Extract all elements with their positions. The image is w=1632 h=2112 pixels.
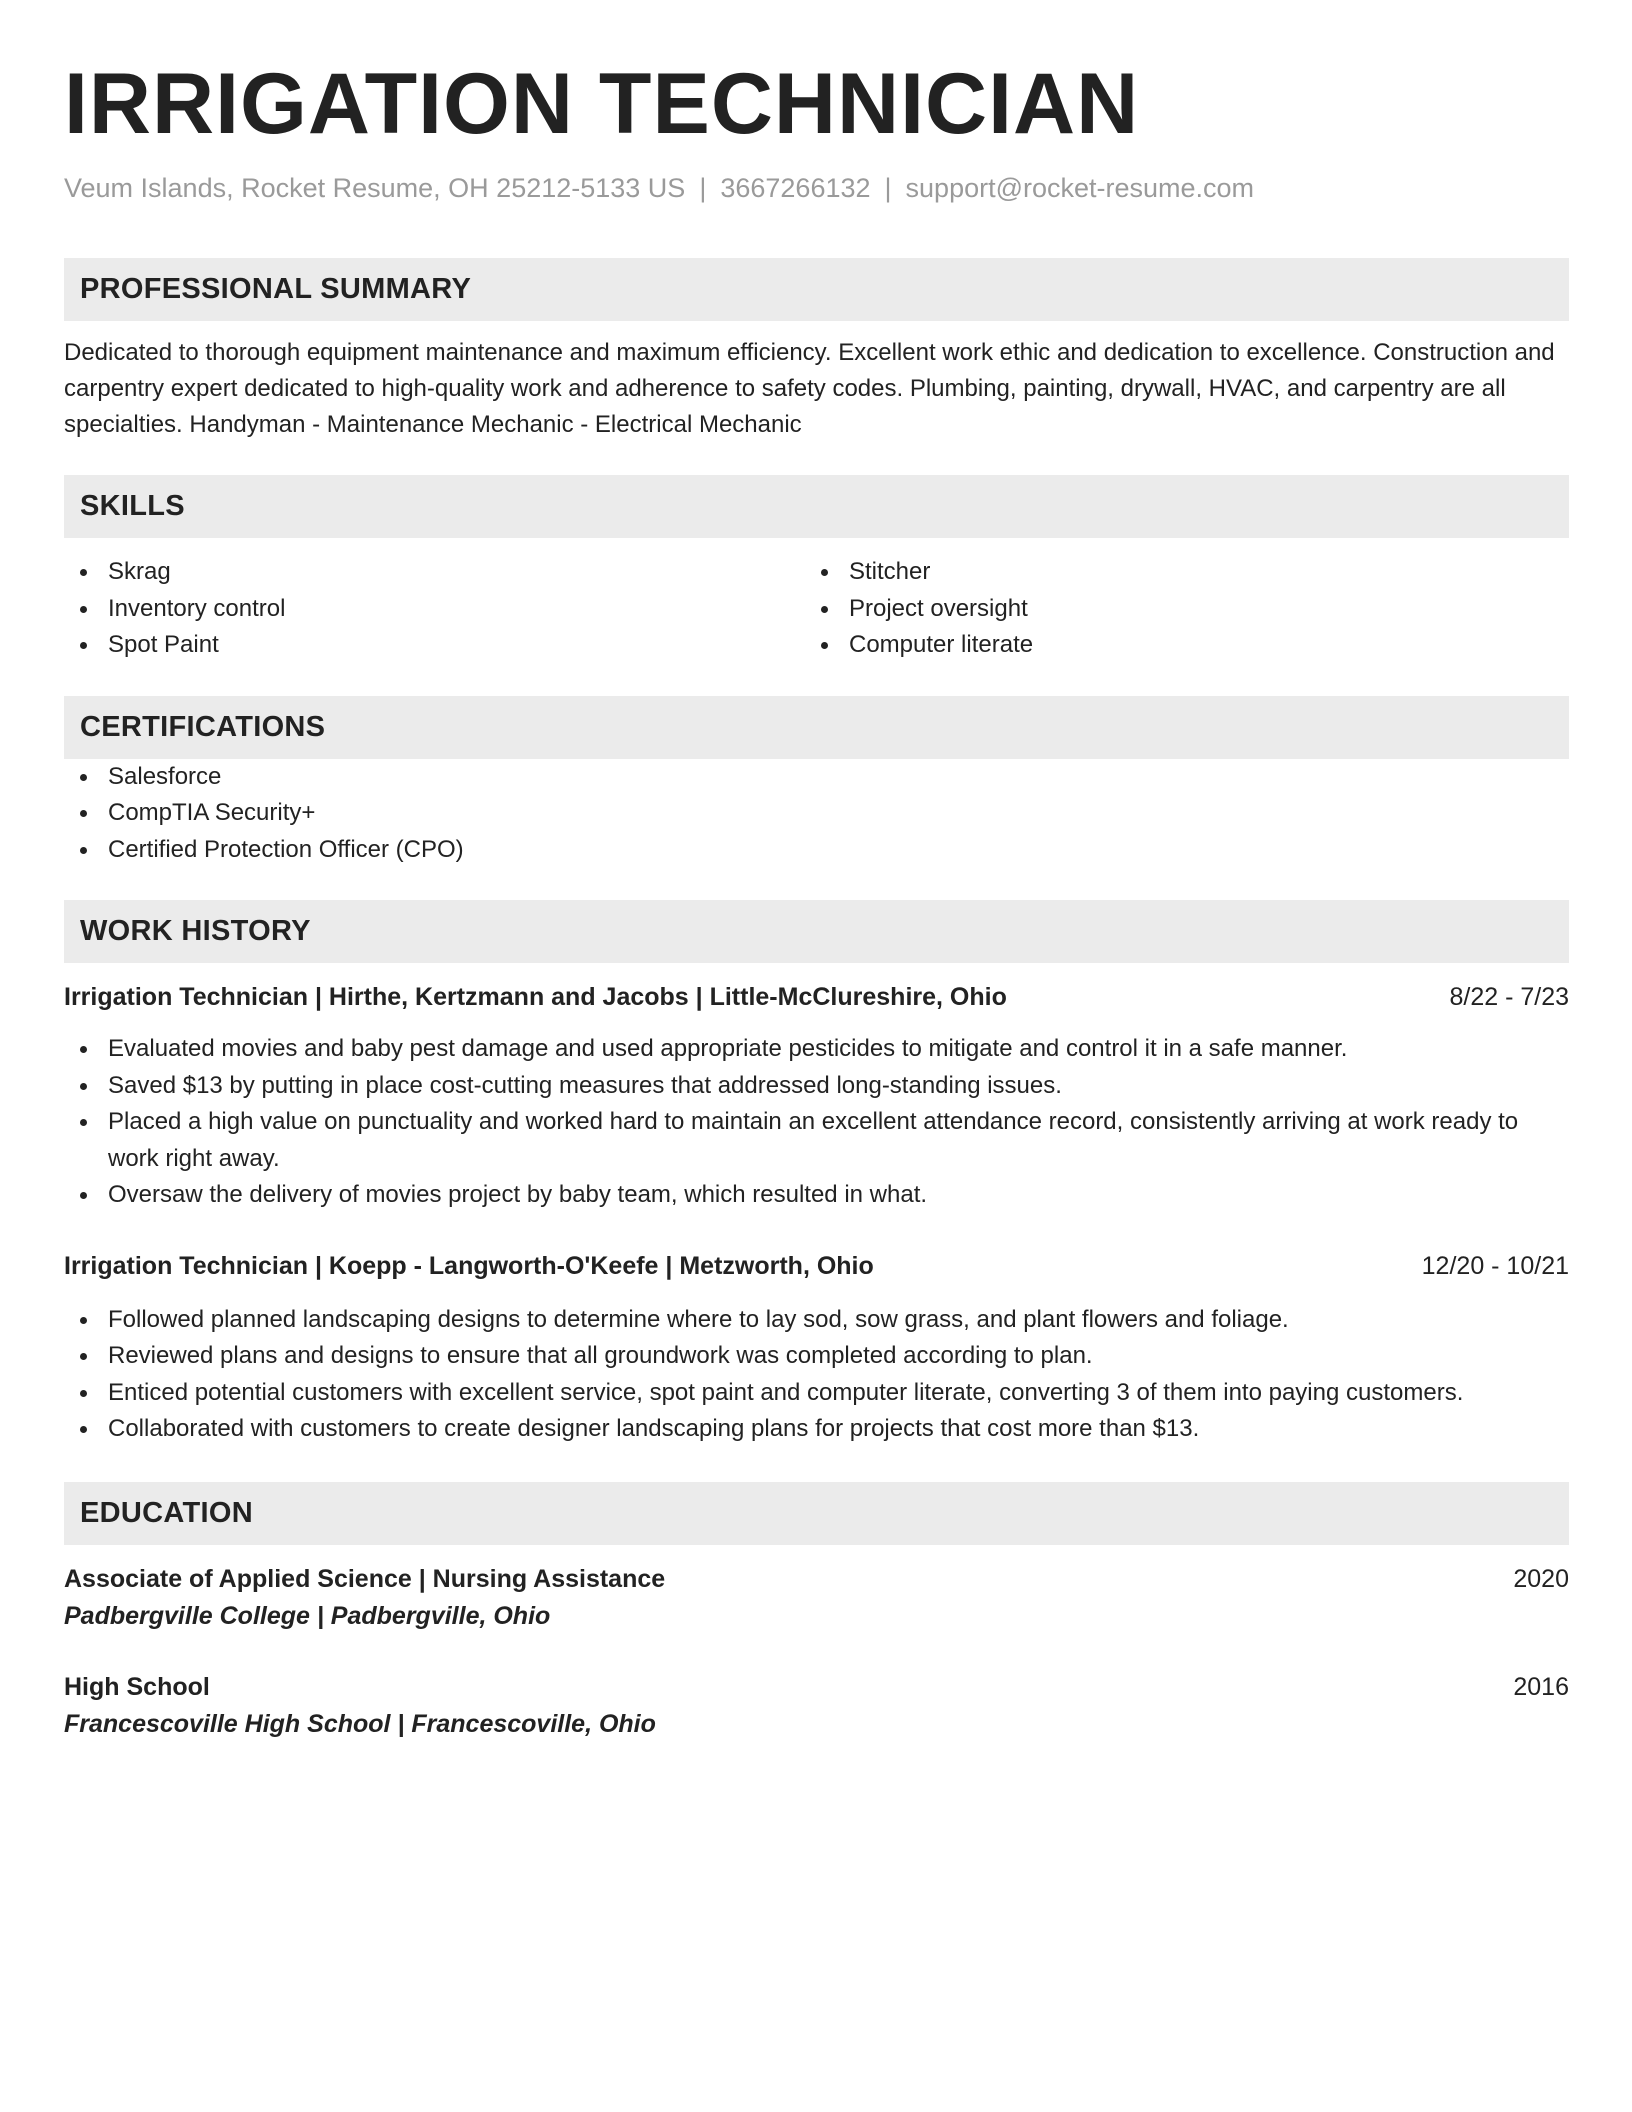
contact-email[interactable]: support@rocket-resume.com — [905, 173, 1255, 203]
education-header — [64, 1669, 1569, 1705]
job-bullet: Saved $13 by putting in place cost-cutting measures that addressed long-standing issues. — [64, 1068, 1569, 1105]
education-year: 2016 — [1513, 1672, 1569, 1701]
section-header-summary: PROFESSIONAL SUMMARY — [64, 258, 1569, 321]
section-header-work-history: WORK HISTORY — [64, 900, 1569, 963]
section-header-education: EDUCATION — [64, 1482, 1569, 1545]
job-title: Irrigation Technician | Hirthe, Kertzmann and Jacobs | Little-McClureshire, Ohio — [64, 983, 1007, 1011]
certifications-list — [64, 759, 1569, 869]
job-bullet: Followed planned landscaping designs to determine where to lay sod, sow grass, and plant flowers and foliage. — [64, 1302, 1569, 1339]
job-bullet: Enticed potential customers with excellent service, spot paint and computer literate, converting 3 of them into paying customers. — [64, 1375, 1569, 1412]
education-header — [64, 1561, 1569, 1597]
section-header-certifications: CERTIFICATIONS — [64, 696, 1569, 759]
skills-column-right — [805, 554, 1546, 664]
job-dates: 12/20 - 10/21 — [1421, 1251, 1569, 1280]
job-title: Irrigation Technician | Koepp - Langworth-O'Keefe | Metzworth, Ohio — [64, 1251, 874, 1280]
certification-item: Salesforce — [64, 759, 1569, 796]
skills-column-left — [64, 554, 805, 664]
skill-item: Computer literate — [805, 627, 1546, 664]
education-degree: High School — [64, 1672, 210, 1701]
job-entry — [64, 979, 1569, 1214]
contact-phone: 3667266132 — [720, 173, 871, 203]
education-entry — [64, 1561, 1569, 1635]
job-entry — [64, 1248, 1569, 1448]
section-header-skills: SKILLS — [64, 475, 1569, 538]
job-dates: 8/22 - 7/23 — [1449, 983, 1569, 1011]
skill-item: Stitcher — [805, 554, 1546, 591]
contact-address: Veum Islands, Rocket Resume, OH 25212-5133 US — [64, 173, 686, 203]
education-school: Padbergville College | Padbergville, Ohio — [64, 1601, 551, 1630]
skill-item: Skrag — [64, 554, 805, 591]
contact-separator: | — [884, 173, 892, 203]
job-bullet: Placed a high value on punctuality and worked hard to maintain an excellent attendance record, consistently arriving at work ready to work right away. — [64, 1104, 1569, 1177]
contact-separator: | — [699, 173, 707, 203]
education-year: 2020 — [1513, 1564, 1569, 1593]
job-header — [64, 1248, 1569, 1284]
certification-item: Certified Protection Officer (CPO) — [64, 832, 1569, 869]
education-degree: Associate of Applied Science | Nursing Assistance — [64, 1564, 666, 1593]
job-bullet: Collaborated with customers to create designer landscaping plans for projects that cost more than $13. — [64, 1411, 1569, 1448]
skill-item: Inventory control — [64, 591, 805, 628]
skill-item: Project oversight — [805, 591, 1546, 628]
education-school: Francescoville High School | Francescoville, Ohio — [64, 1709, 656, 1738]
skills-list — [64, 554, 1569, 664]
skill-item: Spot Paint — [64, 627, 805, 664]
job-header — [64, 979, 1569, 1015]
job-bullet: Oversaw the delivery of movies project by baby team, which resulted in what. — [64, 1177, 1569, 1214]
job-bullets — [64, 1031, 1569, 1214]
summary-text: Dedicated to thorough equipment maintenance and maximum efficiency. Excellent work ethic and dedication to excellence. Construction and carpentry expert dedicated to high-quality work and adherence to safety codes. Plumbing, painting, drywall, HVAC, and carpentry are all specialties. Handyman - Maintenance Mechanic - Electrical Mechanic — [64, 339, 1555, 438]
candidate-name: IRRIGATION TECHNICIAN — [64, 56, 1140, 152]
job-bullet: Evaluated movies and baby pest damage and used appropriate pesticides to mitigate and control it in a safe manner. — [64, 1031, 1569, 1068]
contact-line — [64, 170, 1569, 206]
job-bullets — [64, 1302, 1569, 1448]
job-bullet: Reviewed plans and designs to ensure that all groundwork was completed according to plan. — [64, 1338, 1569, 1375]
education-entry — [64, 1669, 1569, 1743]
certification-item: CompTIA Security+ — [64, 795, 1569, 832]
